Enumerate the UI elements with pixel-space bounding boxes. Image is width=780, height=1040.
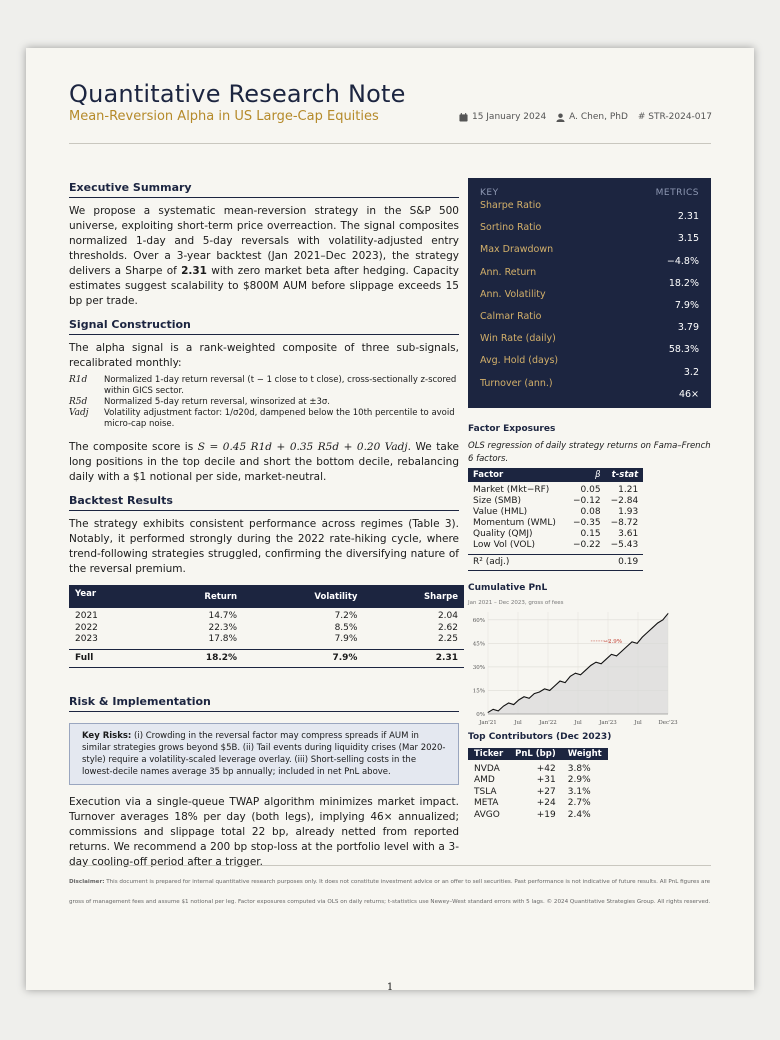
y-tick-label: 0% [476,711,485,718]
metric-value: 18.2% [668,277,699,289]
key-label: KEY [480,188,499,198]
table-cell: 3.1% [567,786,591,797]
signal-construction-heading: Signal Construction [69,317,459,335]
table-row [468,482,643,496]
pnl-point [503,705,504,706]
table-total-row [69,649,464,668]
metric-row [480,378,699,400]
main-column [69,180,459,870]
table-cell: 22.3% [208,622,238,633]
composite-pre: The composite score is [69,441,194,453]
pnl-point [518,699,519,700]
header-divider [69,143,711,144]
table-row [468,529,643,540]
table-cell: 8.5% [334,622,358,633]
table-cell: META [474,798,499,809]
metric-label: Max Drawdown [480,244,554,256]
cumulative-pnl-chart [468,608,711,728]
table-cell: 2.4% [567,809,591,820]
pnl-point [580,674,581,675]
column-header: PnL (bp) [509,748,562,760]
definition-symbol: R5d [69,397,88,407]
pnl-point [544,688,545,689]
table-row [69,608,464,623]
pnl-point [498,710,499,711]
table-row [468,760,608,776]
metric-row [480,289,699,311]
r2-label: R² (adj.) [468,554,568,570]
metric-value: 3.15 [677,233,699,245]
y-tick-label: 30% [472,664,485,671]
signal-definitions [69,375,459,430]
metric-row [480,244,699,266]
pnl-point [529,698,530,699]
author-meta [556,112,628,122]
table-cell: 0.08 [580,506,601,517]
risk-heading: Risk & Implementation [69,694,459,712]
document-page [26,48,754,990]
table-header-row [69,585,464,608]
doc-id-text: # STR-2024-017 [637,112,712,122]
key-risks-box [69,723,459,785]
table-cell: 3.8% [567,763,591,774]
summary-text-pre: We propose a systematic mean-reversion strategy in the S&P 500 universe, exploiting short-term price overreaction. The signal composites normalized 1-day and 5-day reversals with volatility-adjusted entry thresholds. Over a 3-year backtest (Jan 2021–Dec 2023), the strategy delivers a Sharpe of [69,205,459,277]
column-header: Weight [562,748,608,760]
metric-value: 3.2 [683,366,699,378]
column-header: Volatility [243,585,363,608]
summary-text-post: with zero market beta after hedging. Capacity estimates suggest scalability to $800M AUM before slippage exceeds 15 bp per trade. [69,265,460,307]
definition-item [69,375,459,397]
pnl-point [652,627,653,628]
table-cell: 2.31 [363,649,464,668]
table-cell: 7.9% [334,634,358,644]
table-cell: 7.2% [334,611,358,621]
definition-symbol: R1d [69,375,88,385]
cumulative-pnl-heading: Cumulative PnL [468,582,548,593]
metric-label: Ann. Volatility [480,288,546,300]
composite-formula: S = 0.45 R1d + 0.35 R5d + 0.20 Vadj [197,441,408,453]
table-cell: +42 [536,763,556,774]
metric-row [480,311,699,333]
r2-value: 0.19 [606,554,644,570]
table-row [468,496,643,507]
doc-id-meta [638,112,712,122]
x-tick-label: Jul [634,719,642,726]
metric-label: Sharpe Ratio [480,200,542,211]
table-cell: −0.12 [573,495,601,506]
x-tick-label: Dec'23 [658,719,678,726]
user-icon [556,113,565,122]
pnl-point [565,682,566,683]
drawdown-annotation: −2.9% [603,638,623,645]
table-cell: Quality (QMJ) [473,528,533,539]
table-cell: 2023 [75,634,98,644]
pnl-point [570,676,571,677]
table-cell: 2.9% [567,775,591,786]
backtest-text: The strategy exhibits consistent performance across regimes (Table 3). Notably, it performed strongly during the 2022 rate-hiking cycle, where trend-following strategies struggled, confirming the diversifying nature of the reversal premium. [69,518,459,575]
table-cell: −2.84 [610,495,639,506]
x-tick-label: Jan'21 [479,719,497,726]
table-cell: 1.93 [618,506,639,517]
table-cell: Value (HML) [473,506,528,517]
column-header: Ticker [468,748,509,760]
pnl-point [647,632,648,633]
pnl-point [637,643,638,644]
pnl-point [596,662,597,663]
definition-item [69,397,459,408]
table-cell: Momentum (WML) [473,517,556,528]
metric-value: −4.8% [666,255,699,267]
table-cell: +19 [536,809,556,820]
table-row [468,775,608,787]
column-header: Year [69,585,145,608]
pnl-point [632,641,633,642]
metric-row [480,267,699,289]
date-text: 15 January 2024 [471,112,547,122]
calendar-icon [459,113,468,122]
x-tick-label: Jan'22 [539,719,557,726]
metric-label: Calmar Ratio [480,310,542,322]
definition-text: Volatility adjustment factor: 1/σ20d, dampened below the 10th percentile to avoid micro-cap noise. [104,408,455,429]
contributors-table [468,748,608,822]
composite-post: . We take long positions in the top decile and short the bottom decile, rebalancing daily with a $1 notional per side, market-neutral. [69,441,459,483]
table-cell: NVDA [474,763,500,774]
table-cell: 2.62 [437,622,458,633]
factor-table [468,468,643,571]
pnl-point [513,704,514,705]
column-header: Factor [468,468,568,482]
table-row [468,787,608,799]
pnl-point [668,613,669,614]
table-cell: 2021 [75,611,98,621]
table-cell: Full [69,649,145,668]
table-row [468,507,643,518]
metric-value: 3.79 [677,322,699,334]
table-cell: Market (Mkt−RF) [473,484,550,495]
executive-summary-heading: Executive Summary [69,180,459,198]
metric-value: 58.3% [668,344,699,356]
x-tick-label: Jan'23 [599,719,617,726]
definition-symbol: Vadj [69,408,89,418]
pnl-point [606,658,607,659]
table-cell: 0.05 [580,484,601,495]
disclaimer-label: Disclaimer: [69,879,105,885]
execution-text: Execution via a single-queue TWAP algorithm minimizes market impact. Turnover averages 18% per day (both legs), implying 46× annualized; commissions and slippage total 22 bp, already netted from reported returns. We recommend a 200 bp stop-loss at the portfolio level with a 3-day cooling-off period after a trigger. [69,796,459,868]
table-cell: 2.04 [437,611,458,621]
table-cell: 14.7% [208,611,238,621]
pnl-point [590,665,591,666]
performance-table [69,585,464,668]
table-cell: 18.2% [145,649,243,668]
table-row [468,540,643,555]
pnl-point [493,709,494,710]
column-header: Return [145,585,243,608]
pnl-point [601,663,602,664]
pnl-point [539,691,540,692]
table-cell: 17.8% [208,634,238,644]
table-cell: 1.21 [618,484,639,495]
signal-intro: The alpha signal is a rank-weighted composite of three sub-signals, recalibrated monthly: [69,342,459,369]
pnl-point [534,693,535,694]
table-cell: −0.22 [573,539,601,550]
table-header-row [468,748,608,760]
metric-value: 7.9% [674,299,699,311]
page-title: Quantitative Research Note [69,80,406,108]
summary-sharpe: 2.31 [181,265,207,277]
executive-summary-text [69,204,459,309]
pnl-point [560,680,561,681]
pnl-point [575,672,576,673]
sidebar-column [468,178,711,821]
metric-value: 46× [678,388,699,400]
date-meta [459,112,546,122]
key-risks-label: Key Risks: [82,731,132,741]
r2-row [468,554,643,570]
author-text: A. Chen, PhD [569,112,628,122]
metric-row [480,355,699,377]
table-header-row [468,468,643,482]
r2-spacer [568,554,606,570]
table-cell: +27 [536,786,556,797]
page-subtitle: Mean-Reversion Alpha in US Large-Cap Equities [69,109,379,124]
definition-text: Normalized 5-day return reversal, winsorized at ±3σ. [104,397,330,407]
pnl-point [585,669,586,670]
pnl-point [554,685,555,686]
table-cell: 2.7% [567,798,591,809]
composite-score-text [69,440,459,485]
y-tick-label: 45% [472,641,485,648]
x-tick-label: Jul [574,719,582,726]
pnl-point [488,712,489,713]
pnl-point [642,636,643,637]
metric-row [480,222,699,244]
definition-item [69,408,459,430]
metric-label: Avg. Hold (days) [480,355,559,367]
table-cell: 3.61 [618,528,639,539]
key-risks-text: (i) Crowding in the reversal factor may compress spreads if AUM in similar strategies grows beyond $5B. (ii) Tail events during liquidity crises (Mar 2020-style) require a volatility-scaled leverage overlay. (iii) Short-selling costs in the lowest-decile names average 35 bp annually; included in net PnL above. [82,731,446,777]
table-cell: +24 [536,798,556,809]
table-cell: −0.35 [573,517,601,528]
y-tick-label: 15% [472,688,485,695]
table-cell: −8.72 [610,517,639,528]
pnl-point [662,619,663,620]
table-cell: AVGO [474,809,500,820]
pnl-point [657,622,658,623]
pnl-point [508,702,509,703]
table-cell: AMD [474,775,495,786]
metrics-label: METRICS [655,188,699,198]
table-cell: 2.25 [437,634,458,644]
table-cell: 7.9% [243,649,363,668]
table-cell: −5.43 [610,539,639,550]
metric-label: Win Rate (daily) [480,333,556,345]
metric-label: Sortino Ratio [480,222,542,234]
cumulative-pnl-caption: Jan 2021 – Dec 2023, gross of fees [468,599,564,606]
metric-row [480,200,699,222]
metric-label: Ann. Return [480,266,537,278]
pnl-point [611,654,612,655]
table-cell: 0.15 [580,528,601,539]
factor-exposures-heading: Factor Exposures [468,423,556,434]
y-tick-label: 60% [472,617,485,624]
backtest-heading: Backtest Results [69,493,459,511]
table-cell: Size (SMB) [473,495,522,506]
pnl-point [524,696,525,697]
table-cell: Low Vol (VOL) [473,539,536,550]
x-tick-label: Jul [514,719,522,726]
disclaimer-footer [69,865,711,912]
definition-text: Normalized 1-day return reversal (t − 1 close to t close), cross-sectionally z-scored within GICS sector. [104,375,457,396]
table-row [468,518,643,529]
column-header: t-stat [606,468,644,482]
column-header: Sharpe [363,585,464,608]
metric-label: Turnover (ann.) [480,377,553,389]
table-cell: +31 [536,775,556,786]
column-header: β [568,468,606,482]
factor-exposures-caption: OLS regression of daily strategy returns on Fama–French 6 factors. [468,440,711,464]
key-metrics-panel [468,178,711,408]
top-contributors-heading: Top Contributors (Dec 2023) [468,731,612,742]
table-row [69,623,464,635]
document-meta [459,112,712,122]
table-row [69,634,464,649]
table-cell: TSLA [474,786,497,797]
pnl-point [616,655,617,656]
metric-row [480,333,699,355]
disclaimer-text: This document is prepared for internal quantitative research purposes only. It does not constitute investment advice or an offer to sell securities. Past performance is not indicative of future results. All PnL figures are gross of management fees and assume $1 notional per leg. Factor exposures computed via OLS on daily returns; t-statistics use Newey–West standard errors with 5 lags. © 2024 Quantitative Strategies Group. All rights reserved. [69,879,711,905]
key-metrics-header [480,188,699,198]
page-number: 1 [386,982,394,993]
metric-value: 2.31 [677,211,699,223]
table-row [468,810,608,822]
pnl-point [626,646,627,647]
pnl-point [549,690,550,691]
table-row [468,798,608,810]
pnl-point [621,651,622,652]
table-cell: 2022 [75,622,98,633]
